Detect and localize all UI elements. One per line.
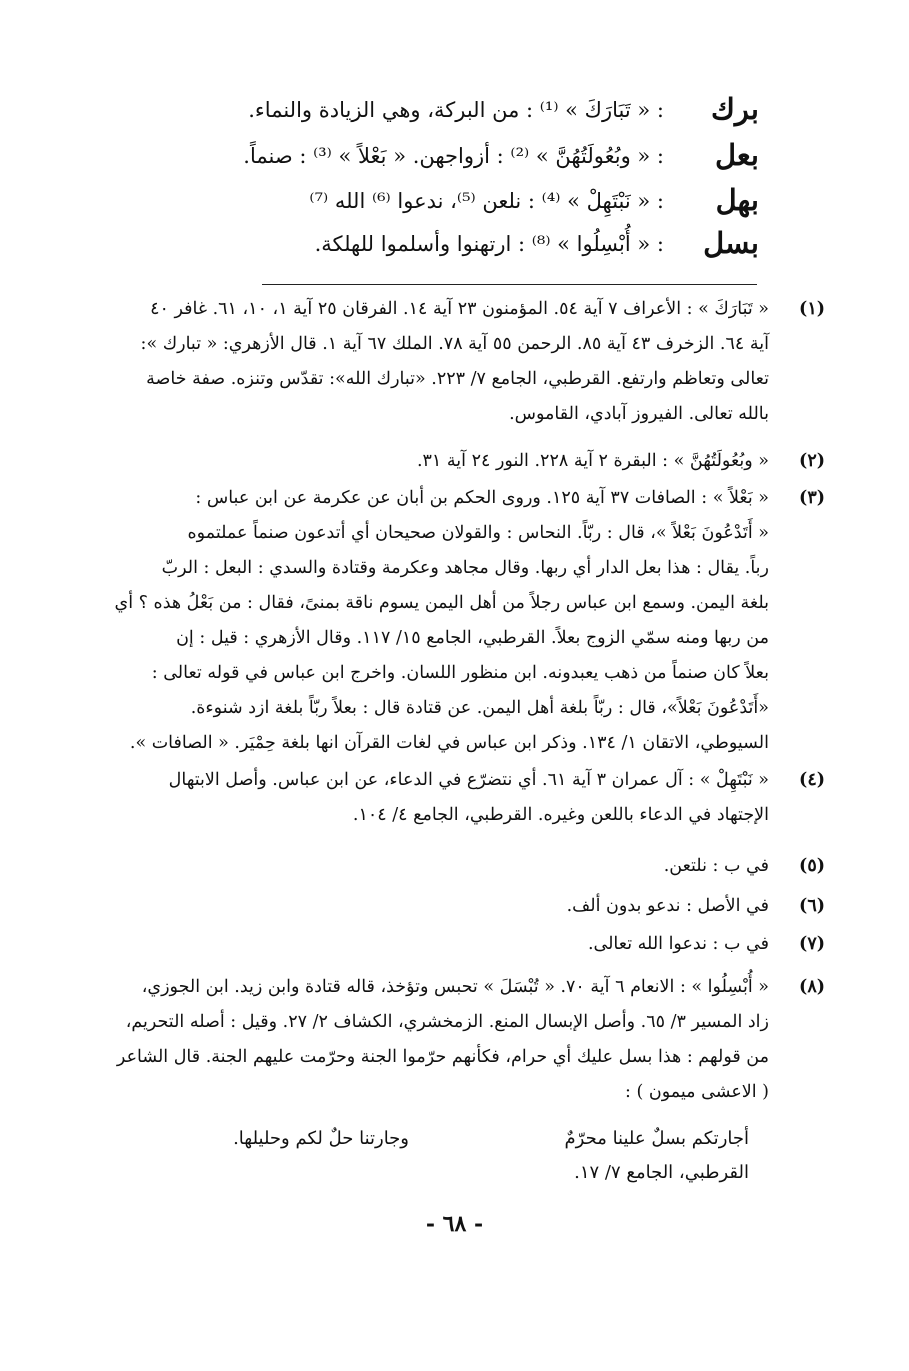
entry-root: بسل — [703, 226, 759, 260]
poetry-verse — [129, 1128, 749, 1164]
entry-root: بهل — [715, 183, 759, 217]
footnote-line: رباً. يقال : هذا بعل الدار أي ربها. وقال مجاهد وعكرمة وقتادة والسدي : البعل : الربّ — [161, 558, 769, 578]
footnote-line: بعلاً كان صنماً من ذهب يعبدونه. ابن منظور اللسان. واخرج ابن عباس في قوله تعالى : — [151, 663, 769, 683]
footnote-line: بالله تعالى. الفيروز آبادي، القاموس. — [509, 404, 769, 424]
footnote-line: آية ٦٤. الزخرف ٤٣ آية ٨٥. الرحمن ٥٥ آية ٧٨. الملك ٦٧ آية ١. قال الأزهري: « تبارك »: — [140, 334, 769, 354]
footnote-line: « تَبَارَكَ » : الأعراف ٧ آية ٥٤. المؤمنون ٢٣ آية ١٤. الفرقان ٢٥ آية ١، ١٠، ٦١. غافر ٤٠ — [150, 299, 769, 319]
verse-second-hemistich: وجارتنا حلٌ لكم وحليلها. — [233, 1128, 409, 1149]
verse-source-text: القرطبي، الجامع ٧/ ١٧. — [574, 1162, 749, 1183]
entry-definition: : « تَبَارَكَ » ⁽¹⁾ : من البركة، وهي الزيادة والنماء. — [248, 98, 664, 122]
footnote-6 — [104, 889, 825, 924]
footnote-number: (٧) — [799, 934, 825, 954]
footnote-line: « وبُعُولَتُهُنَّ » : البقرة ٢ آية ٢٢٨. النور ٢٤ آية ٣١. — [416, 451, 769, 471]
footnote-line: ( الاعشى ميمون ) : — [625, 1082, 769, 1102]
footnote-line: « أَتَدْعُونَ بَعْلاً »، قال : ربّاً. النحاس : والقولان صحيحان أي أتدعون صنماً عملتموه — [187, 523, 769, 543]
footnote-line: الإجتهاد في الدعاء باللعن وغيره. القرطبي، الجامع ٤/ ١٠٤. — [352, 805, 769, 825]
footnote-number: (٦) — [799, 896, 825, 916]
footnote-line: من ربها ومنه سمّي الزوج بعلاً. القرطبي، الجامع ١٥/ ١١٧. وقال الأزهري : قيل : إن — [176, 628, 769, 648]
entry-definition: : « وبُعُولَتُهُنَّ » ⁽²⁾ : أزواجهن. « بَعْلاً » ⁽³⁾ : صنماً. — [243, 144, 664, 168]
entry-definition: : « نَبْتَهِلْ » ⁽⁴⁾ : نلعن ⁽⁵⁾، ندعوا ⁽⁶⁾ الله ⁽⁷⁾ — [309, 189, 664, 213]
entry-bahal — [139, 183, 759, 227]
footnote-line: « بَعْلاً » : الصافات ٣٧ آية ١٢٥. وروى الحكم بن أبان عن عكرمة عن ابن عباس : — [195, 488, 769, 508]
footnote-line: زاد المسير ٣/ ٦٥. وأصل الإبسال المنع. الزمخشري، الكشاف ٢/ ٢٧. وقيل : أصله التحريم، — [125, 1012, 769, 1032]
footnote-line: في الأصل : ندعو بدون ألف. — [566, 896, 769, 916]
footnote-number: (٤) — [799, 770, 825, 790]
footnote-line: « أُبْسِلُوا » : الانعام ٦ آية ٧٠. « تُبْسَلَ » تحبس وتؤخذ، قاله قتادة وابن زيد. ابن الجوزي، — [141, 977, 769, 997]
entry-baal — [139, 138, 759, 182]
footnote-number: (٥) — [799, 856, 825, 876]
entry-barak — [139, 92, 759, 136]
footnote-line: في ب : نلتعن. — [663, 856, 769, 876]
footnote-7 — [104, 927, 825, 962]
footnote-number: (٣) — [799, 488, 825, 508]
footnote-4 — [104, 763, 825, 833]
footnote-line: بلغة اليمن. وسمع ابن عباس رجلاً من أهل اليمن يسوم ناقة بمنىً، فقال : من بَعْلُ هذه ؟ أي — [114, 593, 769, 613]
footnote-line: في ب : ندعوا الله تعالى. — [587, 934, 769, 954]
verse-first-hemistich: أجارتكم بسلٌ علينا محرّمٌ — [564, 1128, 749, 1149]
entry-definition: : « أُبْسِلُوا » ⁽⁸⁾ : ارتهنوا وأسلموا للهلكة. — [314, 232, 664, 256]
footnote-line: « نَبْتَهِلْ » : آل عمران ٣ آية ٦١. أي نتضرّع في الدعاء، عن ابن عباس. وأصل الابتهال — [168, 770, 769, 790]
footnote-number: (٨) — [799, 977, 825, 997]
footnote-line: «أَتَدْعُونَ بَعْلاً»، قال : ربّاً بلغة أهل اليمن. عن قتادة قال : بعلاً ربّاً بلغة ازد شنوءة. — [190, 698, 769, 718]
footnote-number: (٢) — [799, 451, 825, 471]
verse-source — [129, 1162, 749, 1198]
footnote-line: السيوطي، الاتقان ١/ ١٣٤. وذكر ابن عباس في لغات القرآن انها بلغة حِمْيَر. « الصافات ». — [129, 733, 769, 753]
page-number: - ٦٨ - — [425, 1211, 484, 1237]
footnote-8 — [104, 970, 825, 1110]
footnote-line: من قولهم : هذا بسل عليك أي حرام، فكأنهم حرّموا الجنة وحرّمت عليهم الجنة. قال الشاعر — [116, 1047, 769, 1067]
entry-root: بعل — [714, 138, 759, 172]
footnote-3 — [104, 481, 825, 761]
entry-root: برك — [711, 92, 759, 126]
entry-basal — [139, 226, 759, 270]
footnote-line: تعالى وتعاظم وارتفع. القرطبي، الجامع ٧/ ٢٢٣. «تبارك الله»: تقدّس وتنزه. صفة خاصة — [146, 369, 769, 389]
footnote-5 — [104, 849, 825, 884]
footnote-number: (١) — [799, 299, 825, 319]
footnote-2 — [104, 444, 825, 479]
footnote-1 — [104, 292, 825, 432]
footnote-divider — [262, 284, 757, 285]
